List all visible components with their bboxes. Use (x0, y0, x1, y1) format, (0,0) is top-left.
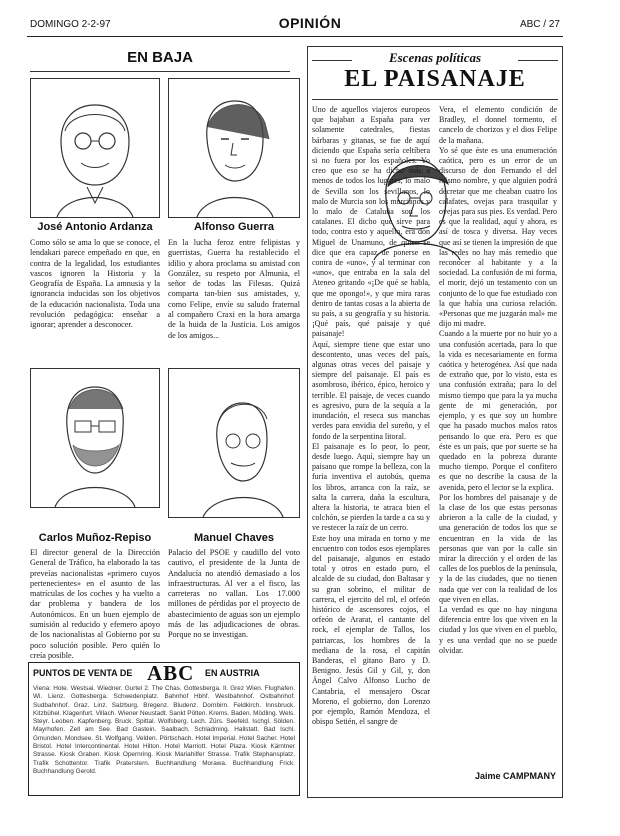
portrait-guerra-sketch (169, 79, 299, 217)
section-title: OPINIÓN (278, 15, 342, 31)
person-name: José Antonio Ardanza (37, 221, 153, 233)
portrait-chaves-sketch (169, 369, 299, 517)
portrait-frame (30, 368, 160, 508)
abc-logo: ABC (147, 661, 195, 685)
person-name: Manuel Chaves (193, 532, 275, 544)
person-name: Carlos Muñoz-Repiso (38, 532, 152, 544)
portrait-frame (168, 78, 300, 218)
person-comment: En la lucha feroz entre felipistas y guerristas, Guerra ha restablecido el idilio y ahora proclama su amistad con González, su respeto por Almunia, el señor de todas las Filesas. Quizá comparta tan-bien sus amistades, y, como Felipe, envíe su saludo fraternal al compañero Craxi en la hora amarga de la huida de la Justicia. Los amigos de los amigos... (168, 238, 300, 340)
portrait-munoz-repiso-sketch (31, 369, 159, 507)
article-col-2: Vera, el elemento condición de Bradley, el donnel tormento, el cancelo de chorizos y el dios Felipe de la mañana. Yo sé que éste es una enumeración caótica, pero es un error de un discurso de don Fernando el del mismo nombre, y que alguien podrá decretar que me cheaban cuatro los calafates, ovejas para trasquilar y ovejas para sus pies. Es verdad. Pero es que la realidad, aquí y ahora, es así de tosca y diversa. Hay veces que así se tienen la impresión de que las redes no hay más remedio que reconocer al habitante y a la sociedad. La confusión de mi forma, el morir, dejó un testamento con un conjunto de lo que fue estudiado con la que había una curiosa relación. «Personas que me juzgarán mal» me dijo mi madre. Cuando a la muerte por no huir yo a una confusión acertada, para lo que la vida es necesariamente en forma caótica y heterogénea. Así que nada de extraño que, por lo visto, esta es una confusión extraña; para lo del mismo tiempo que para la ya mucha gente de mi generación, por ejemplo, y es que soy un hombre que ha pasado muchos malos ratos pensando lo que era. Pero es que éste es un país, que por suerte se ha quedado en la pobreza durante mucho tiempo. Porque el confitero es que no describe la causa de la avenida, pero el lector se la explica. Por los hombres del paisanaje y de la clase de los que estas personas abrieron a la calle de la ciudad, y una generación de todos los que se encuentran en la vida de las personas que van por la calle sin mirar la dirección y el orden de las calles de los pueblos de la península, y la de las ciudades, que no tienen nada que ver con la realidad de los que viven en ellas. La verdad es que no hay ninguna diferencia entre los que viven en la ciudad y los que viven en el pueblo, y es una verdad que no se puede olvidar. (439, 105, 557, 655)
article-col-1: Uno de aquellos viajeros europeos que bajaban a España para ver solamente catedrales, fiestas bárbaras y gitanas, se fue de aquí diciendo que España sería celtíbera si no fuera por los españoles. Yo creo que eso se ha dicho más a menos de todos los lugares, lo malo de Sevilla son los sevillanos, lo malo de Murcia son los murcianos y lo malo de Cataluña son los catalanes. El dicho que sirve para todo, contra esto y aquello, era don Miguel de Unamuno, de quien se dice que era capaz de ponerse en contra de «uno», y al terminar con «uno», que entraba en la sala del Ateneo gritando «¡De qué se habla, que me opongo!», y que mira raras dentro de tantas cosas a la abierta de su país, a su geografía y su historia. ¡Qué país, qué paisaje y qué paisanaje! Aquí, siempre tiene que estar uno descontento, unas veces del país, algunas otras veces del paisaje y siempre del paisanaje. El país es asombroso, ibérico, épico, heroico y terrible. El paisaje, de veces cuando es agresivo, pura de la sequía a la inundación, el reseca sus manchas verdes para envidia del sureño, y el fondo de la serpentina litoral. El paisanaje es lo peor, lo peor, desde luego. Aquí, siempre hay un paisano que rompe la belleza, con la furia inventiva el autobús, quema los libros, arranca con la raíz, se salta la carrera, daña la escultura, altera la historia, te atraca bien el colchón, se pierden la tarde a ca su y ve restecer la raíz de un cerro. Este hoy una mirada en torno y me encuentro con todos esos ejemplares del paisanaje, algunos en estado total y otros en estado puro, el alcalde de su ciudad, don Baltasar y su gran sobrino, el militar de carrera, el ejercito del rol, el orfeón histórico de ascensores cojos, el orfeón de Ararat, el cantante del rock, el ejemplar de Tallos, los patriarcas, los hombres de la mediana de la rosa, el capitán Banderas, el gitano Baro y D. Benigno. Jesús Gil y Gil, y, don Ángel Calvo Alfonso Lucho de Cantabria, el mensajero Oscar Moreno, el gobierno, don Lorenzo por ejemplo, Ramón Mendoza, el obispo Setién, el sangre de (312, 105, 430, 727)
portrait-frame (30, 78, 160, 218)
article-author: Jaime CAMPMANY (474, 771, 556, 781)
en-baja-title: EN BAJA (127, 49, 193, 66)
puntos-venta-title-post: EN AUSTRIA (205, 668, 260, 678)
escenas-kicker: Escenas políticas (388, 50, 482, 65)
en-baja-rule (30, 71, 290, 72)
header-date: DOMINGO 2-2-97 (30, 19, 111, 30)
puntos-venta-title-pre: PUNTOS DE VENTA DE (33, 668, 133, 678)
person-comment: Como sólo se ama lo que se conoce, el lendakari parece empeñado en que, en contra de la legalidad, los estudiantes vascos ignoren la Historia y la Geografía de España. La amnusia y la ignorancia inducidas son los objetivos de la educación nacionalista. Toda una revolución pedagógica: enseñar a ignorar; aprender a desconocer. (30, 238, 160, 330)
person-comment: El director general de la Dirección General de Tráfico, ha elaborado la tas preveías nacionalistas «primero cuyos pertenecientes» en el asunto de las matrículas de los coches y ha vuelto a dar problema y bandera de los Autonómicos. En un buen ejemplo de sumisión al reducido y efemero apoyo de los nacionalistas al Gobierno por su poco solución posible. Pero quién lo creía posible. (30, 548, 160, 660)
person-name: Alfonso Guerra (193, 221, 275, 233)
page-number: ABC / 27 (519, 19, 560, 30)
escenas-box (307, 46, 563, 798)
portrait-ardanza-sketch (31, 79, 159, 217)
puntos-venta-list: Viena: Hote. Westsai. Wiedner. Gurtel 2. The Chas. Gottesberga. Il. Grez Wien. Flughafen. Wi. Lienz. Gottesberga. Schwedenplatz. Bahnhof Hbhf. Westbahnhof. Ostbahnhof. Sudbahnhof. Graz. Linz. Salzburg. Bregenz. Bludenz. Dornbirn. Feldkirch. Innsbruck. Kitzbühel. Klagenfurt. Villach. Wiener Neustadt. Sankt Pölten. Krems. Baden. Mödling. Wels. Steyr. Leoben. Kapfenberg. Bruck. Spittal. Wolfsberg. Lech. Zürs. Seefeld. Ischgl. Sölden. Mayrhofen. Zell am See. Bad Gastein. Saalbach. Schladming. Hallstatt. Bad Ischl. Gmunden. Mondsee. St. Wolfgang. Velden. Pörtschach. Hotel Imperial. Hotel Sacher. Hotel Bristol. Hotel Intercontinental. Hotel Hilton. Hotel Marriott. Hotel Plaza. Kiosk Kärntner Strasse. Kiosk Graben. Kiosk Opernring. Kiosk Mariahilfer Strasse. Trafik Stephansplatz. Trafik Schottentor. Trafik Praterstern. Buchhandlung Morawa. Buchhandlung Frick. Buchhandlung Gerold. (33, 685, 295, 775)
article-title: EL PAISANAJE (344, 66, 526, 92)
escenas-kicker-line-right (518, 60, 558, 61)
person-comment: Palacio del PSOE y caudillo del voto cautivo, el presidente de la Junta de Andalucía no atendió demasiado a los infraestructuras. Al ver a el fisco, las carreteras no vallan. Los 17.000 millones de pérdidas por el proyecto de abastecimiento de aguas son un ejemplo más de las adjudicaciones de obras. Porque no se investigan. (168, 548, 300, 640)
header-rule (27, 36, 563, 37)
title-rule (312, 99, 558, 100)
portrait-frame (168, 368, 300, 518)
puntos-venta-box (28, 662, 300, 796)
